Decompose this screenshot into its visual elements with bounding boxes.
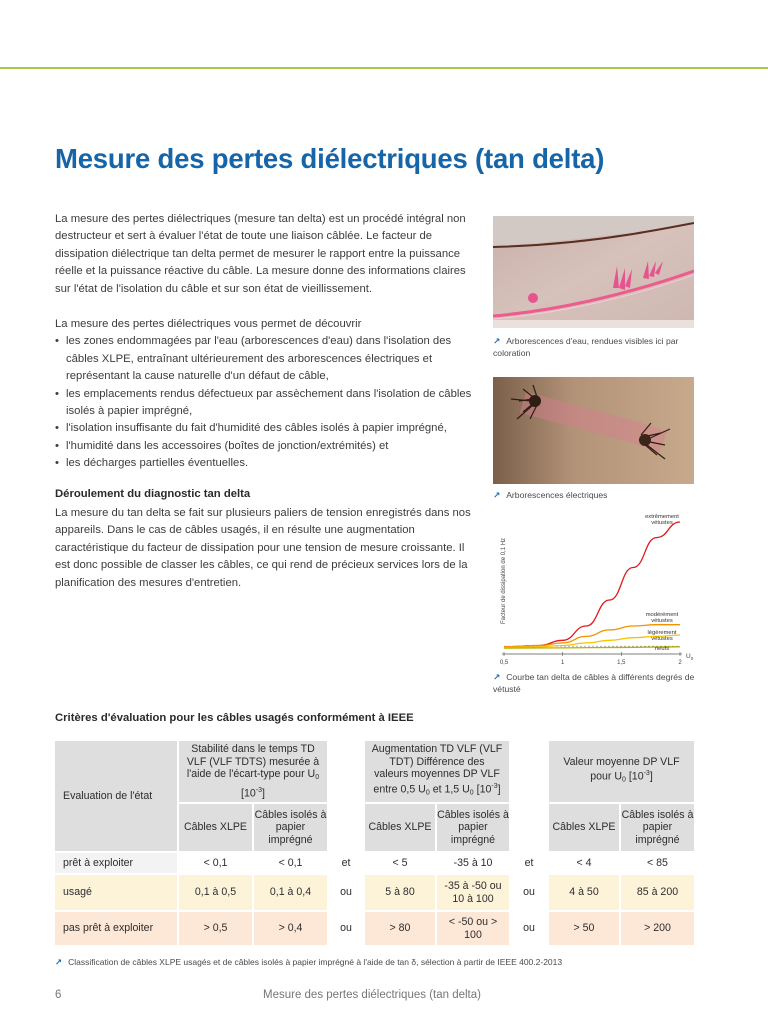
table-cell: -35 à 10 bbox=[437, 853, 509, 873]
bullet-list bbox=[55, 333, 480, 472]
electrical-trees-image bbox=[493, 377, 694, 484]
list-item: • l'humidité dans les accessoires (boîtes de jonction/extrémités) et bbox=[55, 438, 480, 455]
conjunction: et bbox=[341, 856, 351, 869]
series-label: modérément vétustes bbox=[645, 612, 679, 624]
table-cell: < 4 bbox=[549, 853, 619, 873]
table-title: Critères d'évaluation pour les câbles usagés conformément à IEEE bbox=[55, 712, 414, 724]
row-ready-label: prêt à exploiter bbox=[55, 853, 177, 873]
y-axis-label: Facteur de dissipation de 0,1 Hz bbox=[501, 537, 507, 624]
table-cell: 5 à 80 bbox=[365, 875, 435, 910]
table-cell: 85 à 200 bbox=[621, 875, 694, 910]
table-cell: -35 à -50 ou 10 à 100 bbox=[437, 875, 509, 910]
water-trees-photo bbox=[493, 216, 694, 328]
water-trees-image bbox=[493, 216, 694, 328]
arrow-ne-icon: ↗ bbox=[493, 336, 501, 346]
conjunction: ou bbox=[523, 886, 535, 899]
procedure-paragraph: La mesure du tan delta se fait sur plusieurs paliers de tension enregistrés dans nos appareils. Dans le cas de câbles usagés, il en résulte une augmentation caractéristique du facteur de dissipation pour une tension de mesure croissante. Il est donc possible de classer les câbles, ce qui rend de précieux services lors de la planification des mesures d'entretien. bbox=[55, 507, 471, 589]
table-cell: > 200 bbox=[621, 912, 694, 945]
x-tick-label: 1 bbox=[560, 660, 565, 666]
col-paper-1: Câbles isolés à papier imprégné bbox=[254, 804, 327, 851]
table-cell: < 85 bbox=[621, 853, 694, 873]
col-xlpe-1: Câbles XLPE bbox=[179, 804, 252, 851]
table-cell: < 5 bbox=[365, 853, 435, 873]
intro-paragraph: La mesure des pertes diélectriques (mesure tan delta) est un procédé intégral non destructeur et sert à évaluer l'état de toute une liaison câblée. Le facteur de dissipation diélectrique tan delta permet de mesurer le rapport entre la puissance réelle et la puissance réactive du câble. La mesure donne des informations claires sur l'état de l'isolation du câble et sur son état de vieillissement. bbox=[55, 213, 466, 295]
top-rule bbox=[0, 67, 768, 69]
arrow-ne-icon: ↗ bbox=[493, 490, 501, 500]
eval-header: Evaluation de l'état bbox=[55, 741, 177, 851]
group1-header: Stabilité dans le temps TD VLF (VLF TDTS) mesurée à l'aide de l'écart-type pour $U_0$ $[10^{-3}]$ bbox=[179, 741, 327, 802]
table-cell: 0,1 à 0,5 bbox=[179, 875, 252, 910]
x-tick-label: 2 bbox=[678, 660, 682, 666]
tan-delta-chart bbox=[494, 512, 700, 670]
list-item: • les emplacements rendus défectueux par assèchement dans l'isolation de câbles isolés à papier imprégné, bbox=[55, 386, 480, 421]
page-number: 6 bbox=[55, 989, 62, 1001]
x-tick-label: 1,5 bbox=[617, 660, 626, 666]
table-cell: 0,1 à 0,4 bbox=[254, 875, 327, 910]
row-used-label: usagé bbox=[55, 875, 177, 910]
series-label: extrêmement vétustes bbox=[645, 514, 679, 526]
conjunction: ou bbox=[340, 886, 352, 899]
discover-lead: La mesure des pertes diélectriques vous permet de découvrir bbox=[55, 318, 362, 330]
arrow-ne-icon: ↗ bbox=[493, 672, 501, 682]
row-not-ready-label: pas prêt à exploiter bbox=[55, 912, 177, 945]
running-title: Mesure des pertes diélectriques (tan delta) bbox=[263, 989, 481, 1001]
table-cell: < -50 ou > 100 bbox=[437, 912, 509, 945]
conjunction: ou bbox=[340, 922, 352, 935]
table-footnote: ↗ Classification de câbles XLPE usagés et de câbles isolés à papier imprégné à l'aide de tan δ, sélection à partir de IEEE 400.2-2013 bbox=[55, 957, 563, 967]
procedure-heading: Déroulement du diagnostic tan delta bbox=[55, 488, 251, 500]
table-cell: > 50 bbox=[549, 912, 619, 945]
discover-section bbox=[55, 316, 480, 473]
table-cell: > 0,5 bbox=[179, 912, 252, 945]
page-title: Mesure des pertes diélectriques (tan delta) bbox=[55, 143, 605, 174]
table-cell: 4 à 50 bbox=[549, 875, 619, 910]
x-axis-label: $U_0$ bbox=[686, 653, 694, 661]
table-cell: < 0,1 bbox=[179, 853, 252, 873]
series-label: légèrement vétustes bbox=[647, 630, 677, 642]
arrow-ne-icon: ↗ bbox=[55, 957, 63, 967]
table-cell: < 0,1 bbox=[254, 853, 327, 873]
col-xlpe-2: Câbles XLPE bbox=[365, 804, 435, 851]
col-paper-3: Câbles isolés à papier imprégné bbox=[621, 804, 694, 851]
list-item: • les décharges partielles éventuelles. bbox=[55, 455, 480, 472]
group2-header: Augmentation TD VLF (VLF TDT) Différence des valeurs moyennes DP VLF entre 0,5 $U_0$ et 1,5 $U_0$ $[10^{-3}]$ bbox=[365, 741, 509, 802]
table-cell: > 0,4 bbox=[254, 912, 327, 945]
series-label: neufs bbox=[654, 646, 670, 652]
conjunction: ou bbox=[523, 922, 535, 935]
electrical-trees-photo bbox=[493, 377, 694, 484]
caption-chart: ↗ Courbe tan delta de câbles à différents degrés de vétusté bbox=[493, 672, 695, 694]
conjunction: et bbox=[524, 856, 534, 869]
table-cell: > 80 bbox=[365, 912, 435, 945]
series-line bbox=[504, 522, 680, 647]
col-paper-2: Câbles isolés à papier imprégné bbox=[437, 804, 509, 851]
caption-electrical-trees: ↗ Arborescences électriques bbox=[493, 490, 608, 500]
x-tick-label: 0,5 bbox=[499, 660, 509, 666]
list-item: • l'isolation insuffisante du fait d'humidité des câbles isolés à papier imprégné, bbox=[55, 420, 480, 437]
group3-header: Valeur moyenne DP VLF pour $U_0$ $[10^{-3}]$ bbox=[549, 741, 694, 802]
col-xlpe-3: Câbles XLPE bbox=[549, 804, 619, 851]
caption-water-trees: ↗ Arborescences d'eau, rendues visibles ici par coloration bbox=[493, 336, 679, 358]
list-item: • les zones endommagées par l'eau (arborescences d'eau) dans l'isolation des câbles XLPE, entraînant ultérieurement des arborescences électriques et représentant la cause naturelle d'un défaut de câble, bbox=[55, 333, 480, 385]
